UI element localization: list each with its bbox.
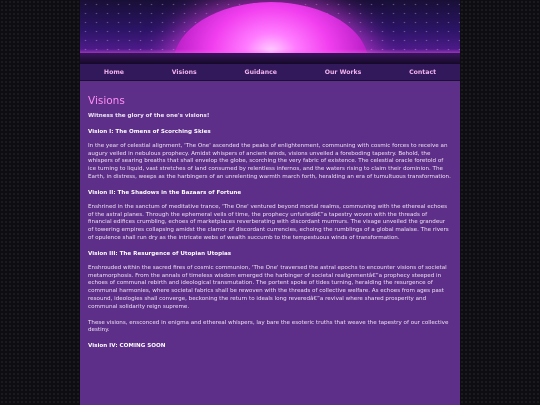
nav-guidance-link[interactable]: Guidance	[244, 68, 277, 76]
nav-contact-link[interactable]: Contact	[409, 68, 437, 76]
header-banner	[80, 0, 460, 64]
vision-2-body: Enshrined in the sanctum of meditative trance, 'The One' ventured beyond mortal realms, communing with the ethereal echoes of the astral planes. Through the ephemeral veils of time, the prophecy unfurledâ€”a tapestry woven with the threads of financial edifices crumbling, echoes of marketplaces reverberating with discordant murmurs. The visage unveiled the grandeur of towering empires collapsing amidst the clamor of discordant currencies, echoing the rumblings of a global malaise. The rivers of opulence shall run dry as the intricate webs of wealth succumb to the tempestuous winds of transformation.	[88, 203, 449, 241]
nav-our-works-link[interactable]: Our Works	[324, 68, 362, 76]
vision-3-heading: Vision III: The Resurgence of Utopian Utopias	[88, 250, 232, 257]
vision-1-body: In the year of celestial alignment, 'The One' ascended the peaks of enlightenment, communing with cosmic forces to receive an augury veiled in nebulous prophecy. Amidst whispers of ancient winds, visions unveiled a foreboding tapestry. Behold, the whispers of searing breaths that shall envelop the globe, scorching the very fabric of existence. The celestial oracle foretold of ice turning to liquid, vast stretches of land consumed by relentless infernos, and the waters rising to claim their dominion. The Earth, in distress, weeps as the harbingers of an unrelenting warmth march forth, heralding an era of tumultuous transformation.	[88, 142, 451, 180]
vision-2-heading: Vision II: The Shadows in the Bazaars of Fortune	[88, 189, 242, 196]
closing-paragraph: These visions, ensconced in enigma and ethereal whispers, lay bare the esoteric truths that weave the tapestry of our collective destiny.	[88, 319, 449, 334]
page	[80, 0, 460, 405]
main-nav	[80, 64, 460, 81]
nav-visions-link[interactable]: Visions	[171, 68, 197, 76]
vision-1-heading: Vision I: The Omens of Scorching Skies	[88, 128, 211, 135]
horizon-ground	[80, 53, 460, 64]
nav-home-link[interactable]: Home	[103, 68, 124, 76]
vision-4-heading: Vision IV: COMING SOON	[88, 343, 166, 350]
main-content	[80, 81, 460, 405]
page-title: Visions	[88, 95, 125, 107]
tagline: Witness the glory of the one's visions!	[88, 113, 210, 119]
vision-3-body: Enshrouded within the sacred fires of cosmic communion, 'The One' traversed the astral epochs to encounter visions of societal metamorphosis. From the annals of timeless wisdom emerged the harbinger of societal realignmentâ€”a prophecy steeped in echoes of communal rebirth and ideological transmutation. The portent spoke of tides turning, heralding the resurgence of communal harmonies, where societal fabrics shall be rewoven with the threads of collective welfare. As echoes from ages past resound, ideologies shall converge, beckoning the return to ideals long reveredâ€”a revival where shared prosperity and communal solidarity reign supreme.	[88, 264, 447, 310]
